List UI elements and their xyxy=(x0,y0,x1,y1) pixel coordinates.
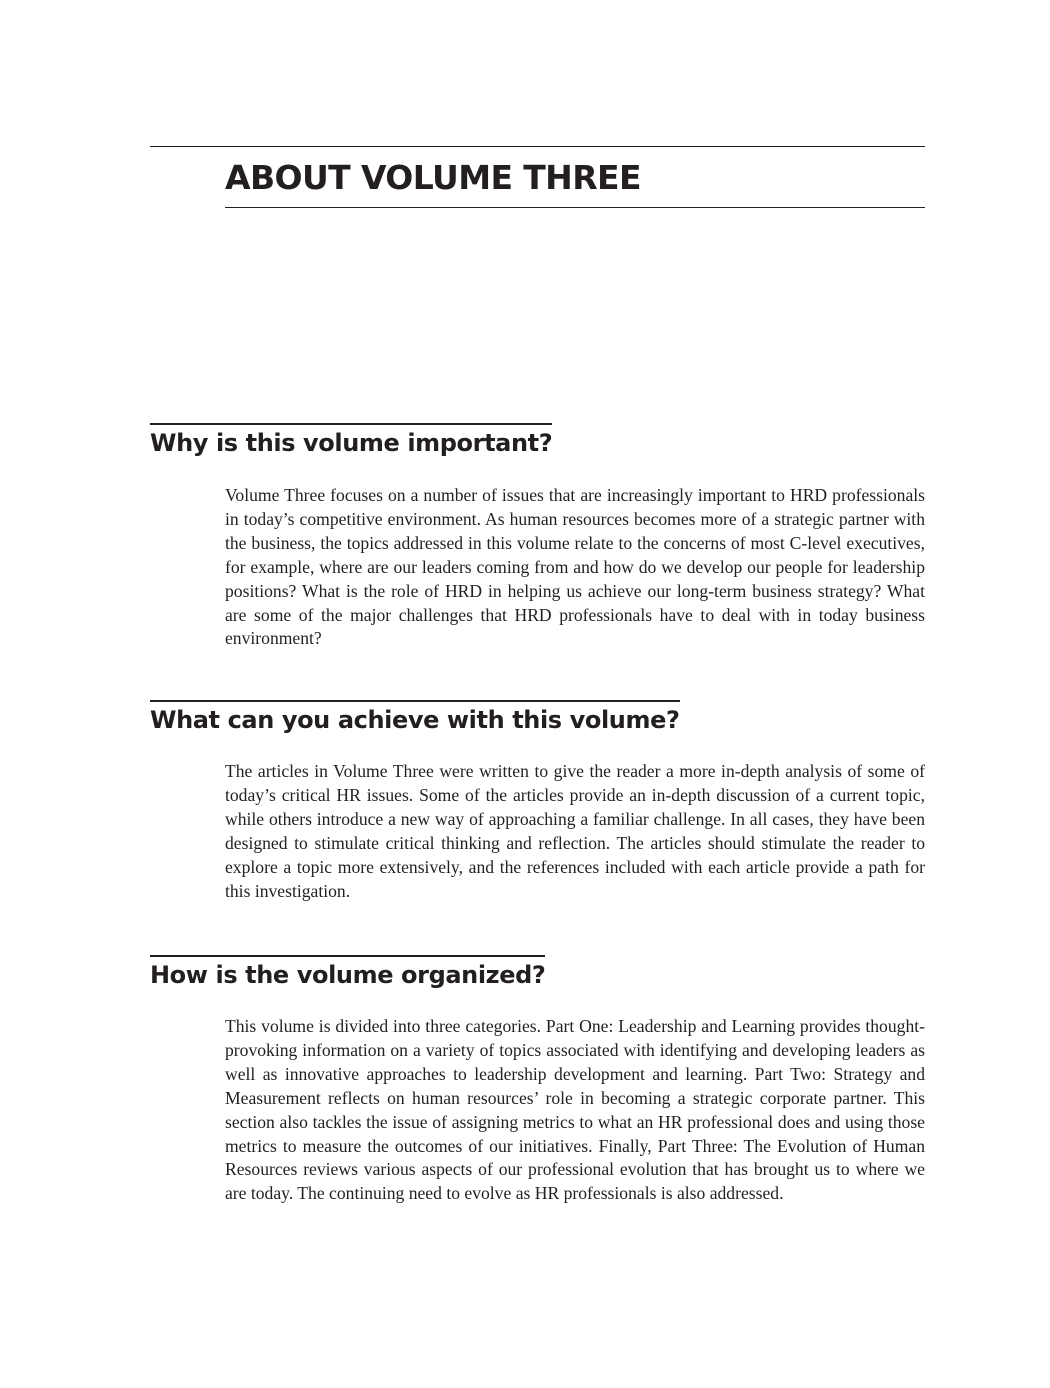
chapter-top-rule xyxy=(150,146,925,147)
section-body-why-important: Volume Three focuses on a number of issues that are increasingly important to HRD professionals in today’s competitive environment. As human resources becomes more of a strategic partner with the business, the topics addressed in this volume relate to the concerns of most C-level executives, for example, where are our leaders coming from and how do we develop our people for leadership positions? What is the role of HRD in helping us achieve our long-term business strategy? What are some of the major challenges that HRD professionals have to deal with in today business environment? xyxy=(225,485,925,649)
chapter-title: ABOUT VOLUME THREE xyxy=(225,158,641,197)
section-heading-how-organized: How is the volume organized? xyxy=(150,955,545,990)
section-body-how-organized: This volume is divided into three categories. Part One: Leadership and Learning provides thought-provoking information on a variety of topics associated with identifying and developing leaders as well as innovative approaches to leadership development and learning. Part Two: Strategy and Measurement reflects on human resources’ role in becoming a strategic corporate partner. This section also tackles the issue of assigning metrics to what an HR professional does and using those metrics to measure the outcomes of our initiatives. Finally, Part Three: The Evolution of Human Resources reviews various aspects of our professional evolution that has brought us to where we are today. The continuing need to evolve as HR professionals is also addressed. xyxy=(225,1016,925,1204)
chapter-bottom-rule xyxy=(225,207,925,208)
section-heading-why-important: Why is this volume important? xyxy=(150,423,552,458)
section-heading-what-achieve: What can you achieve with this volume? xyxy=(150,700,680,735)
section-body-what-achieve: The articles in Volume Three were written to give the reader a more in-depth analysis of some of today’s critical HR issues. Some of the articles provide an in-depth discussion of a current topic, while others introduce a new way of approaching a familiar challenge. In all cases, they have been designed to stimulate critical thinking and reflection. The articles should stimulate the reader to explore a topic more extensively, and the references included with each article provide a path for this investigation. xyxy=(225,761,925,901)
